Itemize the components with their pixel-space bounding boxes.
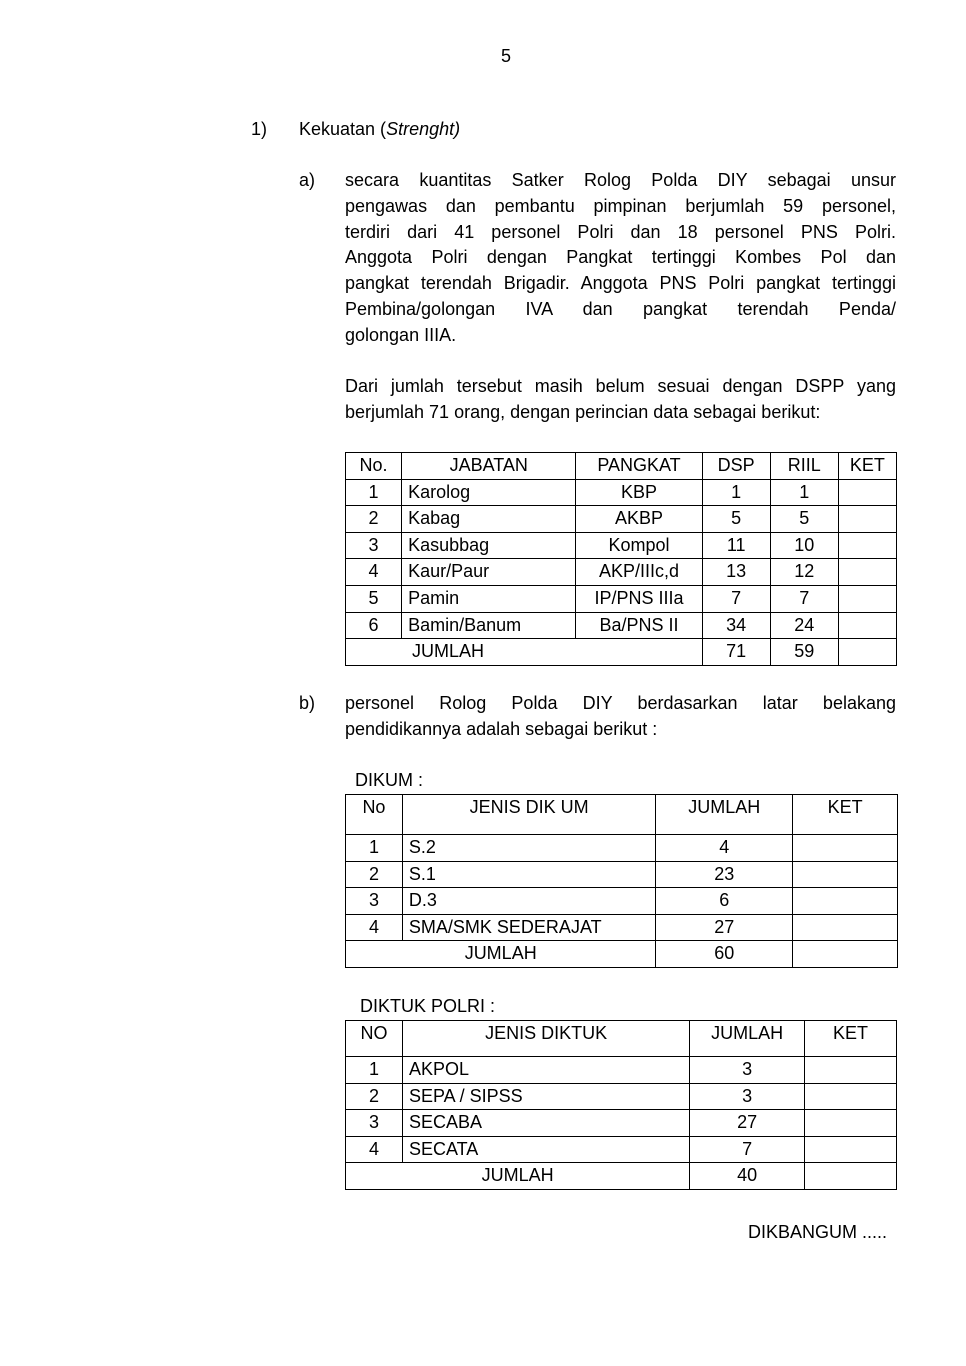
- cell-ket: [838, 612, 896, 639]
- total-ket: [793, 941, 898, 968]
- item-a-label: a): [299, 170, 316, 190]
- table-row: [346, 1083, 897, 1110]
- table-total-row: [346, 1163, 897, 1190]
- dikum-table: [345, 794, 898, 968]
- diktuk-caption: DIKTUK POLRI :: [360, 996, 496, 1016]
- item-b-line: personel Rolog Polda DIY berdasarkan latar belakang: [345, 693, 896, 713]
- table-row: [346, 861, 898, 888]
- cell-jumlah: 7: [690, 1136, 805, 1163]
- item-a-paragraph: [345, 168, 896, 349]
- table-row: [346, 888, 898, 915]
- table-row: [346, 1057, 897, 1084]
- header-cell: PANGKAT: [576, 453, 702, 480]
- cell-pangkat: KBP: [576, 479, 702, 506]
- cell-no: 6: [346, 612, 402, 639]
- cell-jabatan: Pamin: [402, 585, 576, 612]
- cell-jumlah: 4: [656, 835, 793, 862]
- page-number: 5: [500, 46, 511, 66]
- cell-jenis: SECATA: [402, 1136, 689, 1163]
- header-cell: KET: [838, 453, 896, 480]
- cell-dsp: 7: [702, 585, 770, 612]
- cell-ket: [838, 506, 896, 533]
- cell-jabatan: Kabag: [402, 506, 576, 533]
- section-title-italic: Strenght): [386, 119, 461, 139]
- header-cell: JUMLAH: [656, 795, 793, 835]
- cell-jenis: SMA/SMK SEDERAJAT: [402, 914, 655, 941]
- cell-jabatan: Bamin/Banum: [402, 612, 576, 639]
- cell-no: 5: [346, 585, 402, 612]
- table-row: [346, 506, 897, 533]
- cell-ket: [805, 1136, 897, 1163]
- item-a-line: Pembina/golongan IVA dan pangkat terendah Penda/: [345, 298, 896, 319]
- cell-dsp: 13: [702, 559, 770, 586]
- header-cell: JENIS DIKTUK: [402, 1021, 689, 1057]
- cell-no: 3: [346, 888, 403, 915]
- cell-pangkat: Ba/PNS II: [576, 612, 702, 639]
- cell-ket: [805, 1083, 897, 1110]
- total-label: JUMLAH: [346, 1163, 690, 1190]
- item-a-line: terdiri dari 41 personel Polri dan 18 personel PNS Polri.: [345, 221, 896, 242]
- cell-jenis: SECABA: [402, 1110, 689, 1137]
- cell-ket: [805, 1110, 897, 1137]
- cell-jumlah: 3: [690, 1057, 805, 1084]
- cell-jenis: SEPA / SIPSS: [402, 1083, 689, 1110]
- cell-dsp: 34: [702, 612, 770, 639]
- cell-ket: [793, 861, 898, 888]
- cell-jumlah: 3: [690, 1083, 805, 1110]
- cell-no: 1: [346, 479, 402, 506]
- cell-ket: [805, 1057, 897, 1084]
- total-label: JUMLAH: [346, 639, 703, 666]
- cell-ket: [793, 914, 898, 941]
- cell-no: 4: [346, 559, 402, 586]
- header-cell: JUMLAH: [690, 1021, 805, 1057]
- header-cell: JABATAN: [402, 453, 576, 480]
- cell-ket: [838, 559, 896, 586]
- cell-ket: [793, 888, 898, 915]
- total-value: 60: [656, 941, 793, 968]
- item-b-paragraph: [345, 691, 896, 743]
- dikum-caption: DIKUM :: [355, 770, 424, 790]
- cell-riil: 10: [770, 532, 838, 559]
- item-a-line: Dari jumlah tersebut masih belum sesuai dengan DSPP yang: [345, 376, 896, 396]
- cell-jenis: S.2: [402, 835, 655, 862]
- cell-ket: [838, 479, 896, 506]
- cell-no: 2: [346, 506, 402, 533]
- diktuk-table: [345, 1020, 897, 1190]
- table-row: [346, 559, 897, 586]
- table-header-row: [346, 795, 898, 835]
- cell-ket: [793, 835, 898, 862]
- cell-jumlah: 27: [656, 914, 793, 941]
- cell-jumlah: 27: [690, 1110, 805, 1137]
- item-b-label: b): [299, 693, 316, 713]
- item-a-line: Anggota Polri dengan Pangkat tertinggi Kombes Pol dan: [345, 247, 896, 268]
- cell-riil: 24: [770, 612, 838, 639]
- table-row: [346, 479, 897, 506]
- cell-jenis: AKPOL: [402, 1057, 689, 1084]
- table-row: [346, 914, 898, 941]
- cell-pangkat: Kompol: [576, 532, 702, 559]
- cell-pangkat: AKBP: [576, 506, 702, 533]
- cell-riil: 5: [770, 506, 838, 533]
- header-cell: No.: [346, 453, 402, 480]
- personnel-table: [345, 452, 897, 666]
- cell-dsp: 5: [702, 506, 770, 533]
- cell-dsp: 11: [702, 532, 770, 559]
- cell-jabatan: Karolog: [402, 479, 576, 506]
- cell-no: 4: [346, 914, 403, 941]
- cell-ket: [838, 585, 896, 612]
- total-value: 40: [690, 1163, 805, 1190]
- total-riil: 59: [770, 639, 838, 666]
- header-cell: NO: [346, 1021, 403, 1057]
- cell-jumlah: 23: [656, 861, 793, 888]
- cell-ket: [838, 532, 896, 559]
- table-header-row: [346, 453, 897, 480]
- header-cell: KET: [793, 795, 898, 835]
- item-a-line: golongan IIIA.: [345, 324, 457, 345]
- cell-riil: 12: [770, 559, 838, 586]
- continuation-marker: DIKBANGUM .....: [748, 1222, 888, 1242]
- item-a-paragraph-2: [345, 374, 896, 426]
- cell-jabatan: Kasubbag: [402, 532, 576, 559]
- item-a-line: pangkat terendah Brigadir. Anggota PNS Polri pangkat tertinggi: [345, 273, 896, 294]
- section-title-text: Kekuatan (: [299, 119, 387, 139]
- cell-dsp: 1: [702, 479, 770, 506]
- cell-no: 1: [346, 1057, 403, 1084]
- table-total-row: [346, 639, 897, 666]
- total-dsp: 71: [702, 639, 770, 666]
- cell-riil: 7: [770, 585, 838, 612]
- total-ket: [805, 1163, 897, 1190]
- table-row: [346, 835, 898, 862]
- cell-pangkat: IP/PNS IIIa: [576, 585, 702, 612]
- table-row: [346, 1110, 897, 1137]
- section-title: [299, 119, 460, 140]
- table-total-row: [346, 941, 898, 968]
- item-a-line: berjumlah 71 orang, dengan perincian data sebagai berikut:: [345, 401, 821, 422]
- cell-no: 3: [346, 532, 402, 559]
- header-cell: DSP: [702, 453, 770, 480]
- item-b-line: pendidikannya adalah sebagai berikut :: [345, 718, 658, 739]
- item-a-line: secara kuantitas Satker Rolog Polda DIY sebagai unsur: [345, 170, 896, 190]
- cell-pangkat: AKP/IIIc,d: [576, 559, 702, 586]
- cell-jenis: S.1: [402, 861, 655, 888]
- section-number: 1): [251, 119, 268, 139]
- header-cell: RIIL: [770, 453, 838, 480]
- cell-riil: 1: [770, 479, 838, 506]
- header-cell: No: [346, 795, 403, 835]
- total-ket: [838, 639, 896, 666]
- header-cell: KET: [805, 1021, 897, 1057]
- cell-jabatan: Kaur/Paur: [402, 559, 576, 586]
- cell-jenis: D.3: [402, 888, 655, 915]
- table-row: [346, 612, 897, 639]
- table-row: [346, 1136, 897, 1163]
- header-cell: JENIS DIK UM: [402, 795, 655, 835]
- table-row: [346, 532, 897, 559]
- cell-no: 1: [346, 835, 403, 862]
- table-row: [346, 585, 897, 612]
- cell-no: 2: [346, 1083, 403, 1110]
- cell-no: 2: [346, 861, 403, 888]
- cell-no: 3: [346, 1110, 403, 1137]
- cell-no: 4: [346, 1136, 403, 1163]
- cell-jumlah: 6: [656, 888, 793, 915]
- item-a-line: pengawas dan pembantu pimpinan berjumlah 59 personel,: [345, 195, 896, 216]
- total-label: JUMLAH: [346, 941, 656, 968]
- table-header-row: [346, 1021, 897, 1057]
